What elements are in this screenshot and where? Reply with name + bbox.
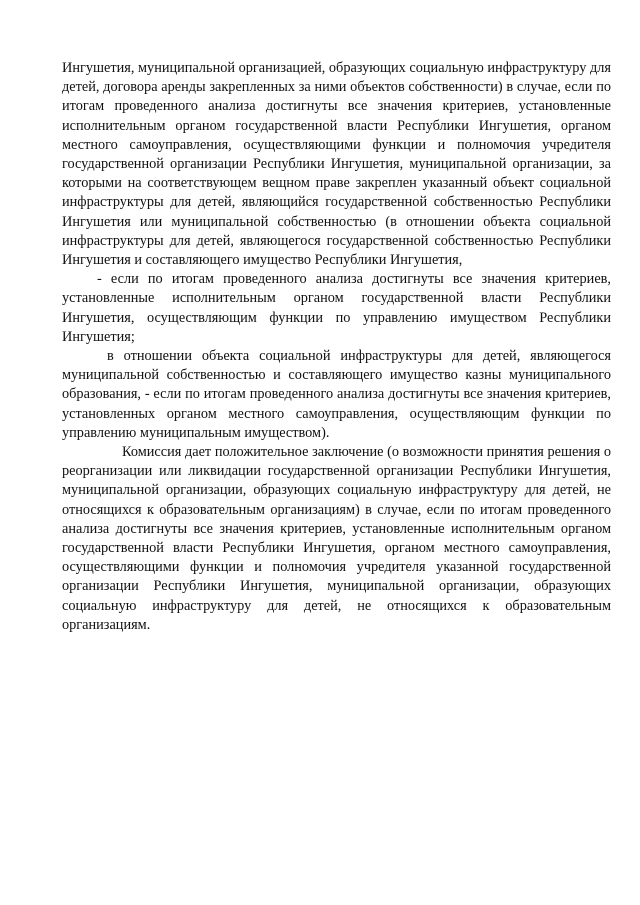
paragraph-criteria-executive-body: - если по итогам проведенного анализа достигнуты все значения критериев, установленные исполнительным органом государственной власти Республики Ингушетия, осуществляющим функции по управлению имуществом Республики Ингушетия; bbox=[62, 271, 611, 345]
paragraph-municipal-property: в отношении объекта социальной инфраструктуры для детей, являющегося муниципальной собственностью и составляющего имущество казны муниципального образования, - если по итогам проведенного анализа достигнуты все значения критериев, установленных органом местного самоуправления, осуществляющим функции по управлению муниципальным имуществом). bbox=[62, 348, 611, 441]
paragraph-commission-conclusion: Комиссия дает положительное заключение (о возможности принятия решения о реорганизации или ликвидации государственной организации Республики Ингушетия, муниципальной организации, образующих социальную инфраструктуру для детей, не относящихся к образовательным организациям) в случае, если по итогам проведенного анализа достигнуты все значения критериев, установленные исполнительным органом государственной власти Республики Ингушетия, органом местного самоуправления, осуществляющими функции и полномочия учредителя указанной государственной организации Республики Ингушетия, муниципальной организации, образующих социальную инфраструктуру для детей, не относящихся к образовательным организациям. bbox=[62, 444, 611, 633]
document-body bbox=[62, 59, 611, 635]
paragraph-continuation: Ингушетия, муниципальной организацией, образующих социальную инфраструктуру для детей, договора аренды закрепленных за ними объектов собственности) в случае, если по итогам проведенного анализа достигнуты все значения критериев, установленные исполнительным органом государственной власти Республики Ингушетия, органом местного самоуправления, осуществляющими функции и полномочия учредителя государственной организации Республики Ингушетия, муниципальной организации, за которыми на соответствующем вещном праве закреплен указанный объект социальной инфраструктуры для детей, являющийся государственной собственностью Республики Ингушетия или муниципальной собственностью (в отношении объекта социальной инфраструктуры для детей, являющегося государственной собственностью Республики Ингушетия и составляющего имущество Республики Ингушетия, bbox=[62, 60, 611, 269]
